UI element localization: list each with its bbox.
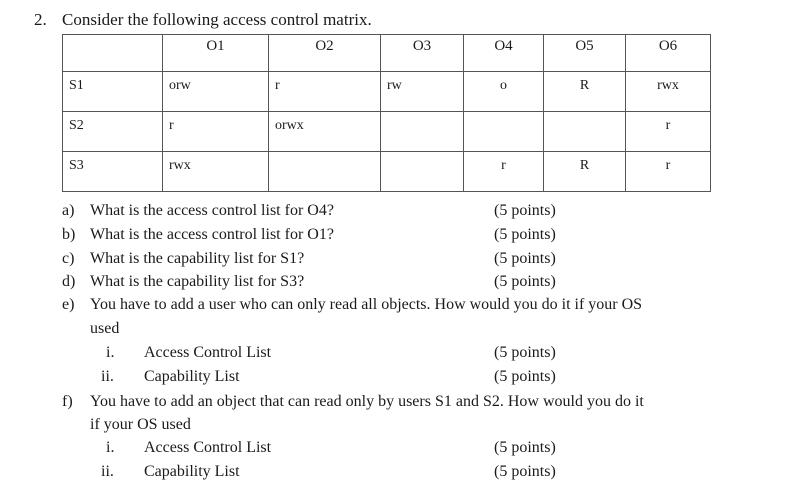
- matrix-cell: rwx: [163, 152, 269, 192]
- matrix-row: [63, 112, 711, 152]
- question-d-label: d): [62, 273, 76, 290]
- question-a-text: What is the access control list for O4?: [90, 202, 334, 219]
- matrix-cell: [381, 112, 464, 152]
- sub-item-points: (5 points): [494, 368, 556, 385]
- question-c-label: c): [62, 250, 75, 267]
- question-c-points: (5 points): [494, 250, 556, 267]
- sub-item-points: (5 points): [494, 344, 556, 361]
- matrix-cell: R: [544, 152, 626, 192]
- matrix-cell: rwx: [626, 72, 711, 112]
- question-f-label: f): [62, 393, 73, 410]
- question-a-points: (5 points): [494, 202, 556, 219]
- matrix-cell: r: [163, 112, 269, 152]
- matrix-cell: rw: [381, 72, 464, 112]
- sub-item-text: Access Control List: [144, 344, 272, 361]
- matrix-cell: [544, 112, 626, 152]
- matrix-cell: [464, 112, 544, 152]
- question-f-text-continued: if your OS used: [90, 416, 191, 433]
- question-d-text: What is the capability list for S3?: [90, 273, 305, 290]
- column-header: O6: [626, 35, 711, 72]
- matrix-cell: r: [269, 72, 381, 112]
- question-c-text: What is the capability list for S1?: [90, 250, 305, 267]
- question-b-text: What is the access control list for O1?: [90, 226, 334, 243]
- matrix-cell: r: [464, 152, 544, 192]
- matrix-row: [63, 152, 711, 192]
- matrix-cell: [381, 152, 464, 192]
- matrix-cell: o: [464, 72, 544, 112]
- sub-item-text: Capability List: [144, 463, 240, 480]
- matrix-cell: [269, 152, 381, 192]
- question-a-label: a): [62, 202, 75, 219]
- question-f-text: You have to add an object that can read only by users S1 and S2. How would you do it: [90, 393, 644, 410]
- sub-item-text: Capability List: [144, 368, 240, 385]
- question-heading: Consider the following access control matrix.: [62, 10, 372, 29]
- question-d-points: (5 points): [494, 273, 556, 290]
- matrix-cell: orw: [163, 72, 269, 112]
- sub-item-points: (5 points): [494, 439, 556, 456]
- question-e-label: e): [62, 296, 75, 313]
- sub-item-label: ii.: [101, 368, 114, 385]
- matrix-cell: r: [626, 112, 711, 152]
- matrix-corner-cell: [63, 35, 163, 72]
- column-header: O2: [269, 35, 381, 72]
- sub-item-label: i.: [106, 439, 115, 456]
- row-header: S3: [63, 152, 163, 192]
- question-b-label: b): [62, 226, 76, 243]
- column-header: O1: [163, 35, 269, 72]
- question-e-text-continued: used: [90, 320, 120, 337]
- column-header: O3: [381, 35, 464, 72]
- question-number: 2.: [34, 10, 47, 29]
- row-header: S2: [63, 112, 163, 152]
- column-header: O5: [544, 35, 626, 72]
- sub-item-label: ii.: [101, 463, 114, 480]
- matrix-row: [63, 72, 711, 112]
- question-b-points: (5 points): [494, 226, 556, 243]
- sub-item-label: i.: [106, 344, 115, 361]
- matrix-header-row: [63, 35, 711, 72]
- access-control-matrix: [62, 34, 711, 192]
- matrix-cell: orwx: [269, 112, 381, 152]
- question-e-text: You have to add a user who can only read all objects. How would you do it if your OS: [90, 296, 643, 313]
- matrix-cell: R: [544, 72, 626, 112]
- column-header: O4: [464, 35, 544, 72]
- matrix-cell: r: [626, 152, 711, 192]
- sub-item-text: Access Control List: [144, 439, 272, 456]
- sub-item-points: (5 points): [494, 463, 556, 480]
- row-header: S1: [63, 72, 163, 112]
